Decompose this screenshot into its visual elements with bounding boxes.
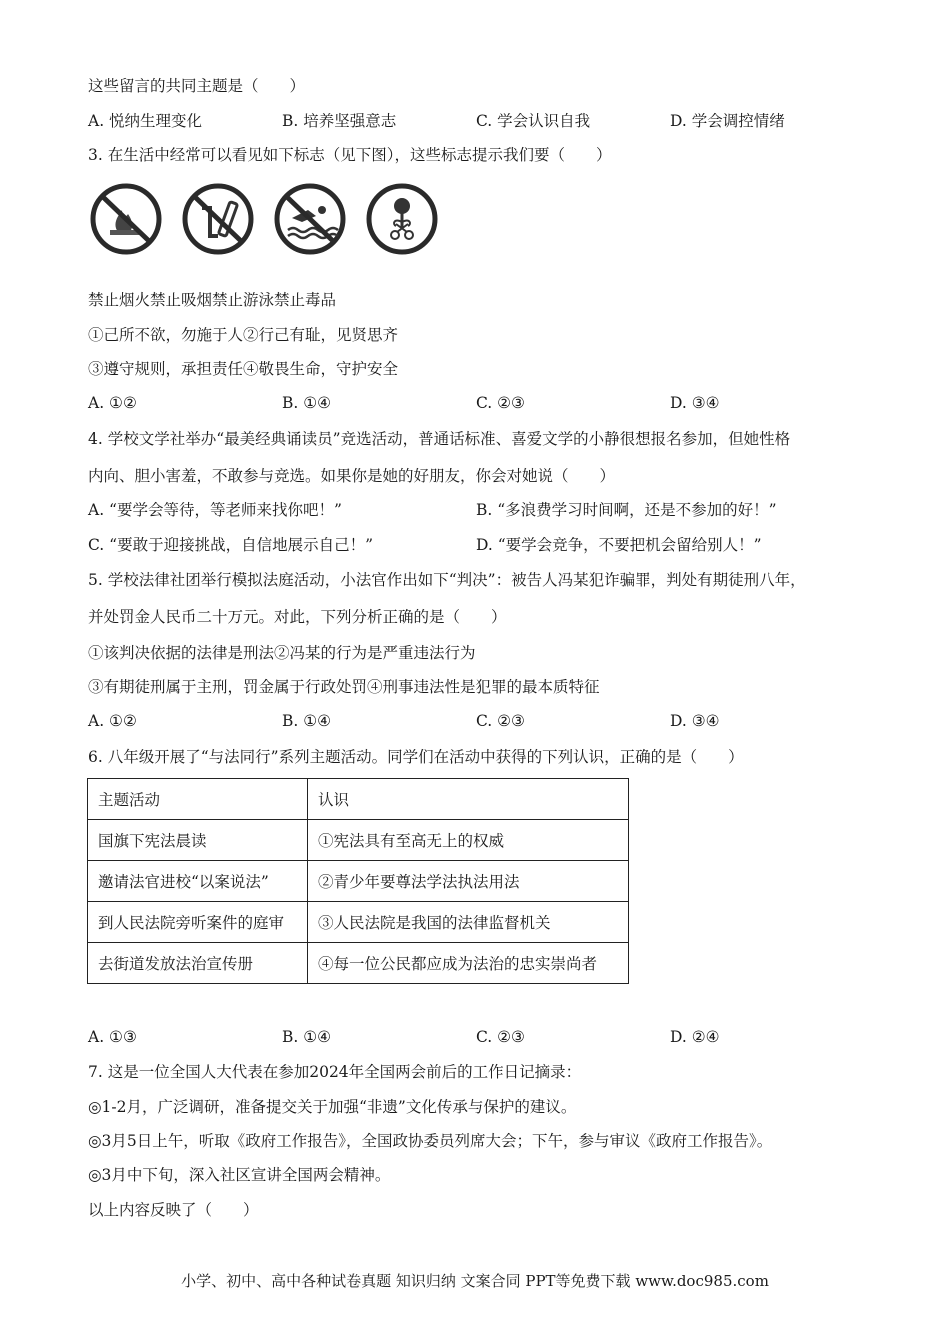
q6-option-d: D. ②④ — [670, 1028, 720, 1046]
q4-stem-line2: 内向、胆小害羞，不敢参与竞选。如果你是她的好朋友，你会对她说（ ） — [88, 467, 616, 485]
q6-option-a: A. ①③ — [88, 1028, 137, 1046]
no-smoking-sign-icon — [180, 180, 256, 258]
table-cell: 邀请法官进校“以案说法” — [88, 861, 308, 902]
q2-option-d: D. 学会调控情绪 — [670, 112, 785, 130]
q3-statement-2: ③遵守规则，承担责任④敬畏生命，守护安全 — [88, 360, 399, 378]
no-drugs-sign-icon — [364, 180, 440, 258]
table-header-row — [88, 779, 629, 820]
q3-sign-caption: 禁止烟火禁止吸烟禁止游泳禁止毒品 — [88, 291, 337, 309]
q6-option-b: B. ①④ — [282, 1028, 332, 1046]
table-cell: 到人民法院旁听案件的庭审 — [88, 902, 308, 943]
q5-option-c: C. ②③ — [476, 712, 525, 730]
q7-entry-2: ◎3月5日上午，听取《政府工作报告》，全国政协委员列席大会；下午，参与审议《政府工作报告》。 — [88, 1132, 773, 1150]
table-cell: ④每一位公民都应成为法治的忠实崇尚者 — [308, 943, 629, 984]
q5-stem-line1: 5. 学校法律社团举行模拟法庭活动，小法官作出如下“判决”：被告人冯某犯诈骗罪，判处有期徒刑八年， — [88, 571, 806, 589]
q4-option-a: A. “要学会等待，等老师来找你吧！” — [88, 501, 342, 519]
q4-option-d: D. “要学会竞争，不要把机会留给别人！” — [476, 536, 762, 554]
q5-option-b: B. ①④ — [282, 712, 332, 730]
table-row — [88, 820, 629, 861]
table-cell: ③人民法院是我国的法律监督机关 — [308, 902, 629, 943]
table-row — [88, 902, 629, 943]
q5-option-d: D. ③④ — [670, 712, 720, 730]
page-footer: 小学、初中、高中各种试卷真题 知识归纳 文案合同 PPT等免费下载 www.doc985.com — [181, 1272, 769, 1290]
q5-statement-1: ①该判决依据的法律是刑法②冯某的行为是严重违法行为 — [88, 644, 476, 662]
table-cell: ①宪法具有至高无上的权威 — [308, 820, 629, 861]
q5-option-a: A. ①② — [88, 712, 137, 730]
q6-table — [87, 778, 629, 984]
q3-option-a: A. ①② — [88, 394, 137, 412]
q6-option-c: C. ②③ — [476, 1028, 525, 1046]
table-header-cell: 认识 — [308, 779, 629, 820]
q3-option-d: D. ③④ — [670, 394, 720, 412]
q7-stem: 7. 这是一位全国人大代表在参加2024年全国两会前后的工作日记摘录： — [88, 1063, 582, 1081]
q6-stem: 6. 八年级开展了“与法同行”系列主题活动。同学们在活动中获得的下列认识，正确的是（ ） — [88, 748, 744, 766]
q5-stem-line2: 并处罚金人民币二十万元。对此，下列分析正确的是（ ） — [88, 608, 507, 626]
q7-question: 以上内容反映了（ ） — [88, 1201, 259, 1219]
q3-statement-1: ①己所不欲，勿施于人②行己有耻，见贤思齐 — [88, 326, 399, 344]
no-swimming-sign-icon — [272, 180, 348, 258]
q2-option-a: A. 悦纳生理变化 — [88, 112, 203, 130]
table-cell: ②青少年要尊法学法执法用法 — [308, 861, 629, 902]
q7-entry-3: ◎3月中下旬，深入社区宣讲全国两会精神。 — [88, 1166, 391, 1184]
table-header-cell: 主题活动 — [88, 779, 308, 820]
table-cell: 国旗下宪法晨读 — [88, 820, 308, 861]
q4-option-c: C. “要敢于迎接挑战，自信地展示自己！” — [88, 536, 374, 554]
q3-stem: 3. 在生活中经常可以看见如下标志（见下图），这些标志提示我们要（ ） — [88, 146, 612, 164]
q2-option-c: C. 学会认识自我 — [476, 112, 591, 130]
q2-option-b: B. 培养坚强意志 — [282, 112, 397, 130]
q4-stem-line1: 4. 学校文学社举办“最美经典诵读员”竞选活动，普通话标准、喜爱文学的小静很想报名参加，但她性格 — [88, 430, 791, 448]
q2-stem: 这些留言的共同主题是（ ） — [88, 77, 306, 95]
q5-statement-2: ③有期徒刑属于主刑，罚金属于行政处罚④刑事违法性是犯罪的最本质特征 — [88, 678, 600, 696]
q4-option-b: B. “多浪费学习时间啊，还是不参加的好！” — [476, 501, 777, 519]
table-row — [88, 943, 629, 984]
fire-prohibited-sign-icon — [88, 180, 164, 258]
q3-option-c: C. ②③ — [476, 394, 525, 412]
table-row — [88, 861, 629, 902]
q3-option-b: B. ①④ — [282, 394, 332, 412]
table-cell: 去街道发放法治宣传册 — [88, 943, 308, 984]
q7-entry-1: ◎1-2月，广泛调研，准备提交关于加强“非遗”文化传承与保护的建议。 — [88, 1098, 577, 1116]
